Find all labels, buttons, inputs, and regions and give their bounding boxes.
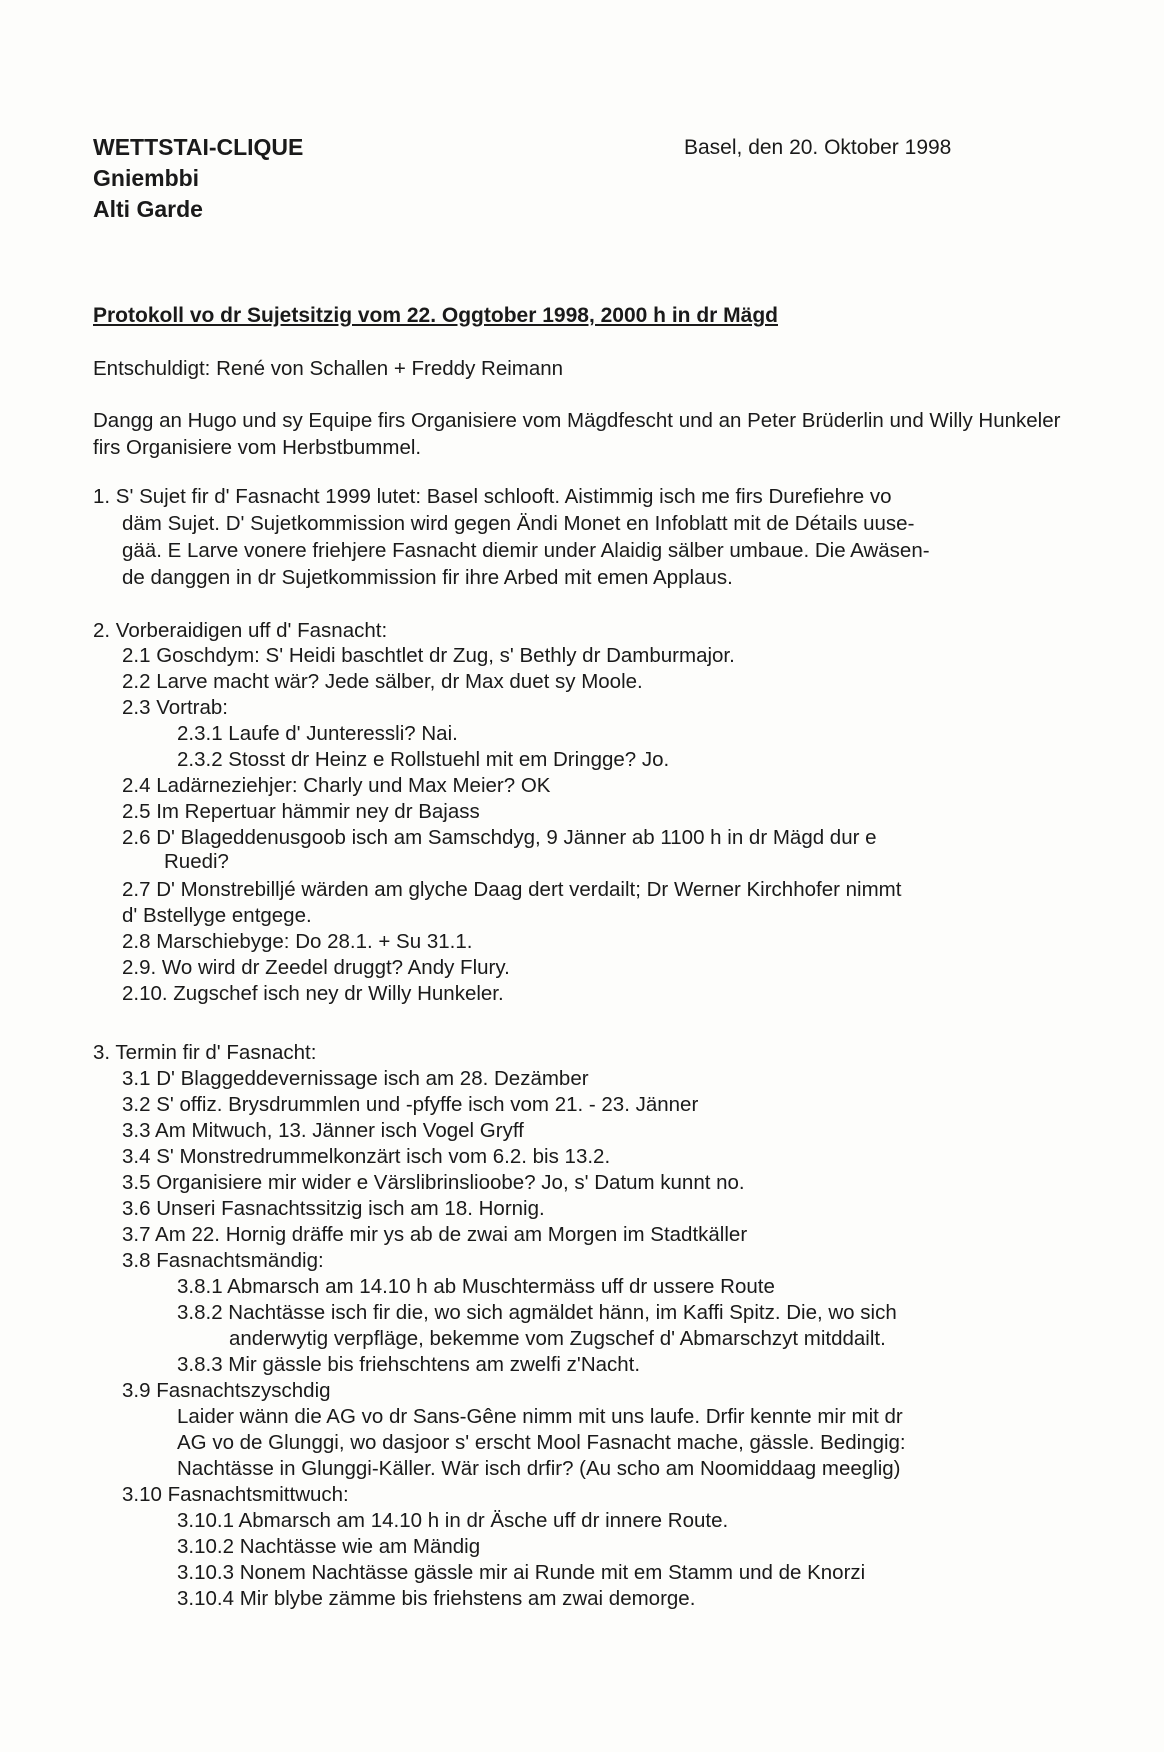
section-3-item: 3.2 S' offiz. Brysdrummlen und -pfyffe isch vom 21. - 23. Jänner bbox=[122, 1093, 699, 1116]
section-1-line: 1. S' Sujet fir d' Fasnacht 1999 lutet: Basel schlooft. Aistimmig isch me firs Durefiehre vo bbox=[93, 485, 892, 508]
section-2-item: 2.4 Ladärneziehjer: Charly und Max Meier? OK bbox=[122, 774, 551, 797]
section-3-subitem: 3.8.2 Nachtässe isch fir die, wo sich agmäldet hänn, im Kaffi Spitz. Die, wo sich bbox=[177, 1301, 897, 1324]
section-2-heading: 2. Vorberaidigen uff d' Fasnacht: bbox=[93, 619, 388, 642]
section-3-subitem: 3.10.4 Mir blybe zämme bis friehstens am zwai demorge. bbox=[177, 1587, 696, 1610]
section-3-item: 3.9 Fasnachtszyschdig bbox=[122, 1379, 331, 1402]
section-2-item: 2.5 Im Repertuar hämmir ney dr Bajass bbox=[122, 800, 480, 823]
section-3-item: 3.7 Am 22. Hornig dräffe mir ys ab de zwai am Morgen im Stadtkäller bbox=[122, 1223, 748, 1246]
thanks-paragraph: Dangg an Hugo und sy Equipe firs Organisiere vom Mägdfescht und an Peter Brüderlin und Willy Hunkeler firs Organisiere vom Herbstbummel. bbox=[93, 409, 1061, 459]
date-line: Basel, den 20. Oktober 1998 bbox=[684, 136, 952, 159]
section-2-item: 2.2 Larve macht wär? Jede sälber, dr Max duet sy Moole. bbox=[122, 670, 643, 693]
section-2-subitem: 2.3.1 Laufe d' Junteressli? Nai. bbox=[177, 722, 458, 745]
section-2-item: 2.3 Vortrab: bbox=[122, 696, 228, 719]
section-2-item: 2.9. Wo wird dr Zeedel druggt? Andy Flury. bbox=[122, 956, 510, 979]
section-2-item: 2.1 Goschdym: S' Heidi baschtlet dr Zug, s' Bethly dr Damburmajor. bbox=[122, 644, 735, 667]
section-3-subitem: 3.8.3 Mir gässle bis friehschtens am zwelfi z'Nacht. bbox=[177, 1353, 641, 1376]
section-1-line: gää. E Larve vonere friehjere Fasnacht diemir under Alaidig sälber umbaue. Die Awäsen- bbox=[122, 539, 930, 562]
section-3-item: 3.10 Fasnachtsmittwuch: bbox=[122, 1483, 349, 1506]
organization-block bbox=[93, 132, 303, 225]
section-2-item: 2.8 Marschiebyge: Do 28.1. + Su 31.1. bbox=[122, 930, 473, 953]
section-3-subitem: 3.10.1 Abmarsch am 14.10 h in dr Äsche uff dr innere Route. bbox=[177, 1509, 729, 1532]
section-3-paragraph-line: Laider wänn die AG vo dr Sans-Gêne nimm mit uns laufe. Drfir kennte mir mit dr bbox=[177, 1405, 903, 1428]
section-3-item: 3.1 D' Blaggeddevernissage isch am 28. Dezämber bbox=[122, 1067, 589, 1090]
section-3-paragraph-line: Nachtässe in Glunggi-Käller. Wär isch drfir? (Au scho am Noomiddaag meeglig) bbox=[177, 1457, 901, 1480]
document-title: Protokoll vo dr Sujetsitzig vom 22. Oggtober 1998, 2000 h in dr Mägd bbox=[93, 304, 778, 327]
section-2-item: 2.10. Zugschef isch ney dr Willy Hunkeler. bbox=[122, 982, 504, 1005]
section-3-paragraph-line: AG vo de Glunggi, wo dasjoor s' erscht Mool Fasnacht mache, gässle. Bedingig: bbox=[177, 1431, 906, 1454]
section-3-item: 3.5 Organisiere mir wider e Värslibrinslioobe? Jo, s' Datum kunnt no. bbox=[122, 1171, 745, 1194]
section-2-item: 2.7 D' Monstrebilljé wärden am glyche Daag dert verdailt; Dr Werner Kirchhofer nimmt bbox=[122, 878, 902, 901]
section-3-heading: 3. Termin fir d' Fasnacht: bbox=[93, 1041, 317, 1064]
section-2-item: 2.6 D' Blageddenusgoob isch am Samschdyg, 9 Jänner ab 1100 h in dr Mägd dur e bbox=[122, 826, 877, 849]
section-3-subitem: 3.10.2 Nachtässe wie am Mändig bbox=[177, 1535, 481, 1558]
section-3-item: 3.4 S' Monstredrummelkonzärt isch vom 6.2. bis 13.2. bbox=[122, 1145, 611, 1168]
section-1-line: de danggen in dr Sujetkommission fir ihre Arbed mit emen Applaus. bbox=[122, 566, 733, 589]
section-2-continuation: Ruedi? bbox=[164, 850, 229, 873]
organization-subname: Gniembbi bbox=[93, 165, 200, 191]
section-3-item: 3.3 Am Mitwuch, 13. Jänner isch Vogel Gryff bbox=[122, 1119, 524, 1142]
section-3-item: 3.8 Fasnachtsmändig: bbox=[122, 1249, 324, 1272]
excused-line: Entschuldigt: René von Schallen + Freddy Reimann bbox=[93, 357, 564, 380]
section-3-continuation: anderwytig verpfläge, bekemme vom Zugschef d' Abmarschzyt mitddailt. bbox=[229, 1327, 886, 1350]
section-3-item: 3.6 Unseri Fasnachtssitzig isch am 18. Hornig. bbox=[122, 1197, 545, 1220]
section-2-continuation: d' Bstellyge entgege. bbox=[122, 904, 312, 927]
section-2-subitem: 2.3.2 Stosst dr Heinz e Rollstuehl mit em Dringge? Jo. bbox=[177, 748, 670, 771]
section-3-subitem: 3.10.3 Nonem Nachtässe gässle mir ai Runde mit em Stamm und de Knorzi bbox=[177, 1561, 866, 1584]
organization-name: WETTSTAI-CLIQUE bbox=[93, 134, 304, 160]
organization-group: Alti Garde bbox=[93, 196, 203, 222]
section-3-subitem: 3.8.1 Abmarsch am 14.10 h ab Muschtermäss uff dr ussere Route bbox=[177, 1275, 775, 1298]
section-1-line: däm Sujet. D' Sujetkommission wird gegen Ändi Monet en Infoblatt mit de Détails uuse- bbox=[122, 512, 915, 535]
